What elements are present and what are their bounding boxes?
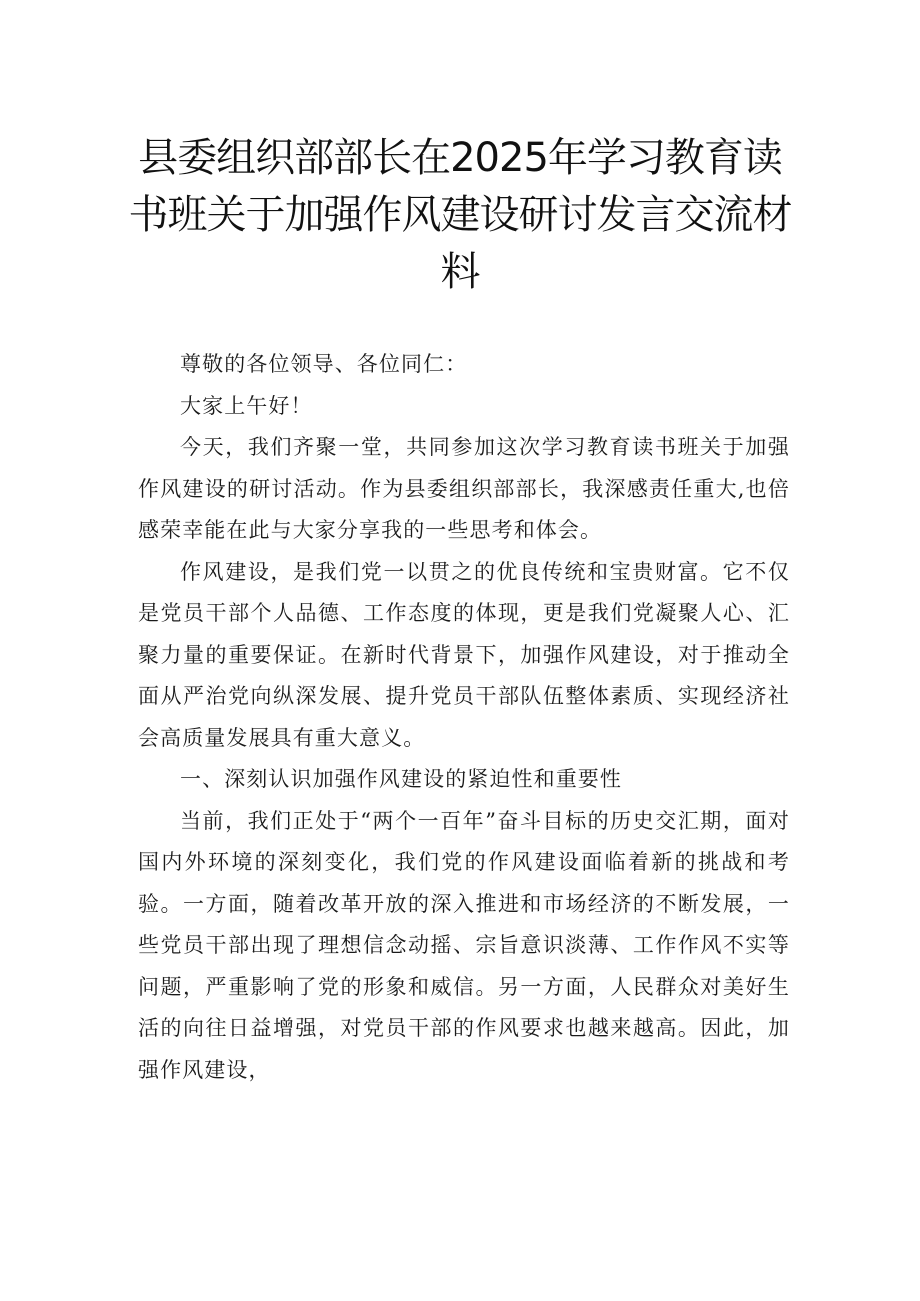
greeting: 大家上午好！ <box>180 393 313 418</box>
section-heading: 一、深刻认识加强作风建设的紧迫性和重要性 <box>180 767 622 791</box>
body-paragraph: 作风建设，是我们党一以贯之的优良传统和宝贵财富。它不仅是党员干部个人品德、工作态度的体现，更是我们党凝聚人心、汇聚力量的重要保证。在新时代背景下，加强作风建设，对于推动全面从严治党向纵深发展、提升党员干部队伍整体素质、实现经济社会高质量发展具有重大意义。 <box>138 559 790 750</box>
document-body <box>138 344 790 1091</box>
body-paragraph: 今天，我们齐聚一堂，共同参加这次学习教育读书班关于加强作风建设的研讨活动。作为县委组织部部长，我深感责任重大,也倍感荣幸能在此与大家分享我的一些思考和体会。 <box>138 435 790 542</box>
salutation: 尊敬的各位领导、各位同仁： <box>180 352 468 376</box>
body-paragraph: 当前，我们正处于“两个一百年”奋斗目标的历史交汇期，面对国内外环境的深刻变化，我们党的作风建设面临着新的挑战和考验。一方面，随着改革开放的深入推进和市场经济的不断发展，一些党员干部出现了理想信念动摇、宗旨意识淡薄、工作作风不实等问题，严重影响了党的形象和威信。另一方面，人民群众对美好生活的向往日益增强，对党员干部的作风要求也越来越高。因此，加强作风建设， <box>138 808 790 1082</box>
document-title: 县委组织部部长在2025年学习教育读书班关于加强作风建设研讨发言交流材料 <box>128 135 792 295</box>
